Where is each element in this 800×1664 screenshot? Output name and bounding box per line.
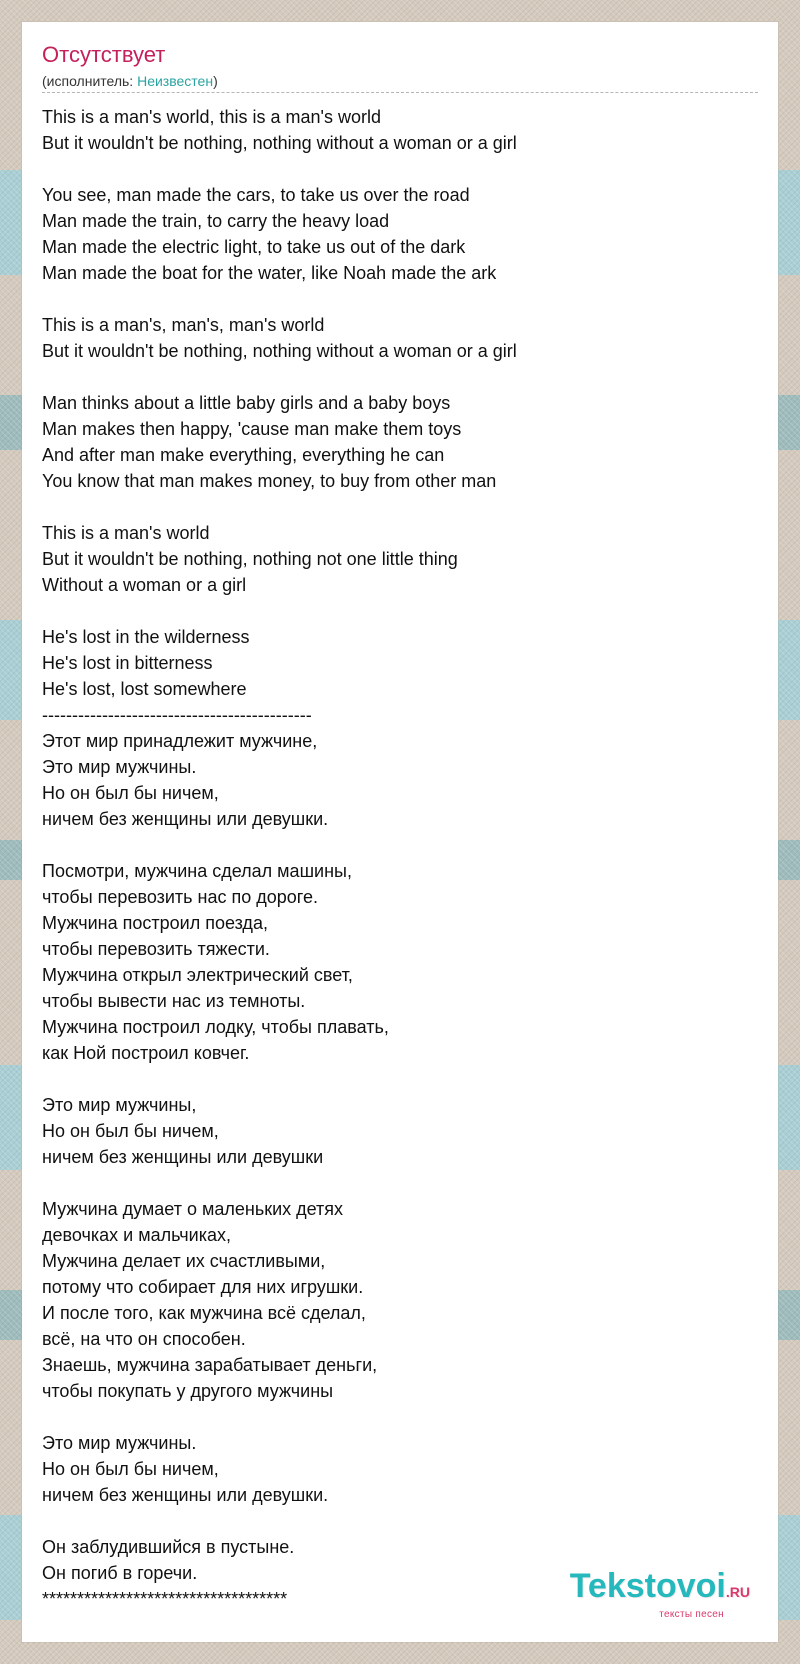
site-logo[interactable] (570, 1569, 750, 1620)
logo-wordmark (570, 1569, 750, 1609)
artist-link[interactable]: Неизвестен (137, 73, 214, 89)
logo-main-text: Tekstovoi (569, 1567, 726, 1605)
lyrics-text: This is a man's world, this is a man's world But it wouldn't be nothing, nothing without a woman or a girl You see, man made the cars, to take us over the road Man made the train, to carry the heavy load Man made the electric light, to take us out of the dark Man made the boat for the water, like Noah made the ark This is a man's, man's, man's world But it wouldn't be nothing, nothing without a woman or a girl Man thinks about a little baby girls and a baby boys Man makes then happy, 'cause man make them toys And after man make everything, everything he can You know that man makes money, to buy from other man This is a man's world But it wouldn't be nothing, nothing not one little thing Without a woman or a girl He's lost in the wilderness He's lost in bitterness He's lost, lost somewhere --------------------------------------------- Этот мир принадлежит мужчине, Это мир мужчины. Но он был бы ничем, ничем без женщины или девушки. Посмотри, мужчина сделал машины, чтобы перевозить нас по дороге. Мужчина построил поезда, чтобы перевозить тяжести. Мужчина открыл электрический свет, чтобы вывести нас из темноты. Мужчина построил лодку, чтобы плавать, как Ной построил ковчег. Это мир мужчины, Но он был бы ничем, ничем без женщины или девушки Мужчина думает о маленьких детях девочках и мальчиках, Мужчина делает их счастливыми, потому что собирает для них игрушки. И после того, как мужчина всё сделал, всё, на что он способен. Знаешь, мужчина зарабатывает деньги, чтобы покупать у другого мужчины Это мир мужчины. Но он был бы ничем, ничем без женщины или девушки. Он заблудившийся в пустыне. Он погиб в горечи. *********************************** (42, 107, 517, 1609)
logo-tld: .RU (725, 1584, 750, 1600)
song-title: Отсутствует (42, 42, 166, 67)
artist-prefix: (исполнитель: (42, 73, 138, 89)
artist-line (42, 72, 218, 90)
artist-suffix: ) (213, 73, 218, 89)
logo-tagline: тексты песен (659, 1609, 724, 1620)
dashed-divider (42, 92, 758, 93)
lyrics-page (22, 22, 778, 1642)
